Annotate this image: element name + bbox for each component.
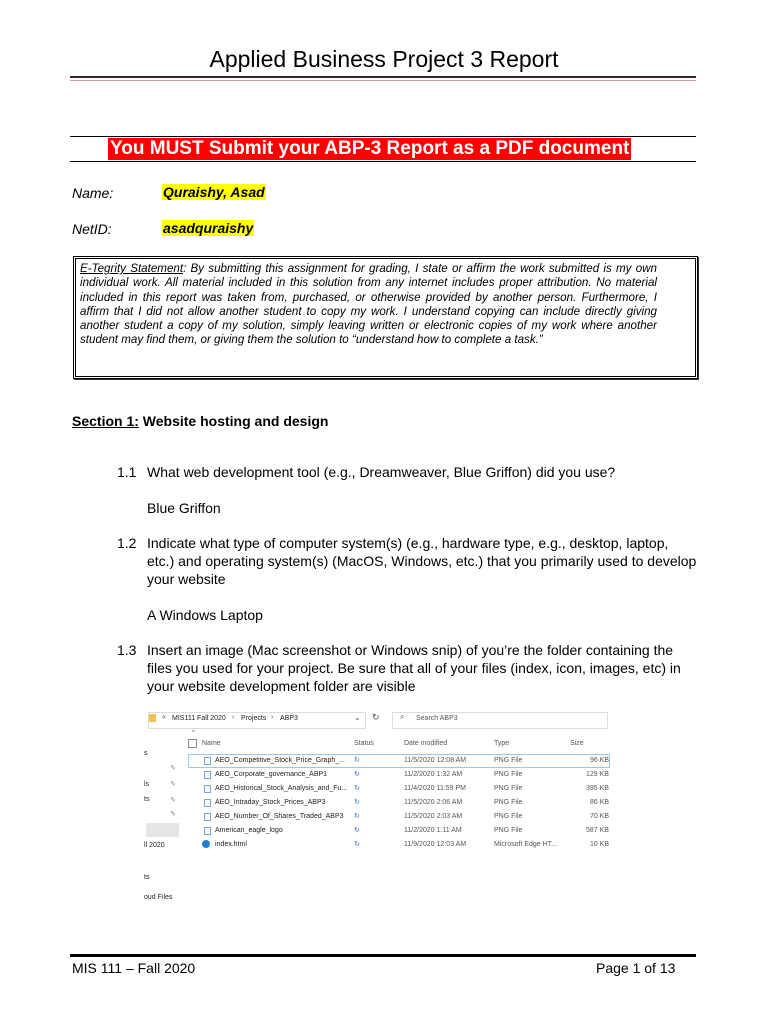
breadcrumb-item[interactable]: ABP3 <box>280 715 298 722</box>
question-number: 1.3 <box>117 642 137 658</box>
select-all-checkbox[interactable] <box>188 739 197 748</box>
nav-pane-item[interactable]: s <box>144 750 148 757</box>
netid-label: NetID: <box>72 221 112 237</box>
column-header-type[interactable]: Type <box>494 740 510 747</box>
sync-icon: ↻ <box>354 757 360 764</box>
file-date: 11/9/2020 12:03 AM <box>404 841 467 848</box>
title-rule-shadow <box>70 80 696 81</box>
search-placeholder: Search ABP3 <box>416 715 458 722</box>
file-size: 587 KB <box>586 827 609 834</box>
page-title: Applied Business Project 3 Report <box>209 46 559 72</box>
pin-icon: ✎ <box>170 765 176 772</box>
breadcrumb-item[interactable]: Projects <box>241 715 267 722</box>
name-label: Name: <box>72 185 114 201</box>
pin-icon: ✎ <box>170 797 176 804</box>
nav-pane-item[interactable]: ts <box>144 874 150 881</box>
sync-icon: ↻ <box>354 799 360 806</box>
file-type: PNG File <box>494 757 523 764</box>
sync-icon: ↻ <box>354 841 360 848</box>
pin-icon: ✎ <box>170 811 176 818</box>
footer-course: MIS 111 – Fall 2020 <box>72 960 196 976</box>
sync-icon: ↻ <box>354 827 360 834</box>
image-file-icon <box>204 785 211 793</box>
nav-pane-item[interactable]: ls <box>144 781 150 788</box>
file-date: 11/2/2020 1:11 AM <box>404 827 462 834</box>
section-title: Website hosting and design <box>138 413 329 429</box>
column-header-status[interactable]: Status <box>354 740 374 747</box>
file-explorer-screenshot <box>140 706 612 916</box>
footer-rule <box>70 954 696 957</box>
question-text: What web development tool (e.g., Dreamweaver, Blue Griffon) did you use? <box>147 464 616 480</box>
column-header-name[interactable]: Name <box>202 740 221 747</box>
breadcrumb-item[interactable]: MIS111 Fall 2020 <box>172 715 226 722</box>
sort-indicator-icon: ^ <box>192 730 195 736</box>
breadcrumb-separator: › <box>232 714 235 721</box>
sync-icon: ↻ <box>354 771 360 778</box>
file-type: PNG File <box>494 827 523 834</box>
name-value: Quraishy, Asad <box>163 184 265 200</box>
refresh-icon[interactable]: ↻ <box>372 712 380 722</box>
image-file-icon <box>204 799 211 807</box>
image-file-icon <box>204 771 211 779</box>
pin-icon: ✎ <box>170 781 176 788</box>
breadcrumb-separator: › <box>271 714 274 721</box>
question-answer: A Windows Laptop <box>147 607 263 623</box>
section-heading <box>72 413 328 429</box>
netid-value: asadquraishy <box>163 220 254 236</box>
image-file-icon <box>204 813 211 821</box>
section-number: Section 1: <box>72 413 139 429</box>
file-date: 11/2/2020 1:32 AM <box>404 771 463 778</box>
nav-pane-item[interactable]: oud Files <box>144 894 173 901</box>
column-header-size[interactable]: Size <box>570 740 584 747</box>
file-name[interactable]: index.html <box>215 841 247 848</box>
question-number: 1.1 <box>117 464 137 480</box>
file-name[interactable]: AEO_Intraday_Stock_Prices_ABP3 <box>215 799 326 806</box>
breadcrumb-overflow[interactable]: « <box>162 714 166 721</box>
etegrity-statement <box>80 262 657 348</box>
question-number: 1.2 <box>117 535 137 551</box>
file-name[interactable]: AEO_Corporate_governance_ABP1 <box>215 771 328 778</box>
file-size: 395 KB <box>586 785 609 792</box>
footer-page-number: Page 1 of 13 <box>596 960 676 976</box>
image-file-icon <box>204 757 211 765</box>
nav-pane-selected-item[interactable] <box>146 823 179 837</box>
title-rule <box>70 76 696 78</box>
file-type: PNG File <box>494 813 523 820</box>
file-name[interactable]: AEO_Number_Of_Shares_Traded_ABP3 <box>215 813 344 820</box>
file-size: 129 KB <box>586 771 609 778</box>
chevron-down-icon[interactable]: ⌄ <box>354 713 361 722</box>
file-date: 11/4/2020 11:59 PM <box>404 785 467 792</box>
file-size: 96 KB <box>590 757 610 764</box>
etegrity-heading: E-Tegrity Statement <box>80 262 184 275</box>
file-type: PNG File <box>494 799 523 806</box>
file-size: 86 KB <box>590 799 610 806</box>
file-date: 11/5/2020 12:08 AM <box>404 757 467 764</box>
search-icon: ⌕ <box>400 712 405 721</box>
file-date: 11/5/2020 2:06 AM <box>404 799 463 806</box>
file-type: PNG File <box>494 771 523 778</box>
pdf-warning-banner: You MUST Submit your ABP-3 Report as a PDF document <box>110 138 630 159</box>
file-name[interactable]: American_eagle_logo <box>215 827 283 834</box>
file-size: 70 KB <box>590 813 610 820</box>
question-text: Indicate what type of computer system(s) (e.g., hardware type, e.g., desktop, laptop, etc.) and operating system(s) (MacOS, Windows, etc.) that you primarily used to develop your website <box>147 535 697 587</box>
file-name[interactable]: AEO_Historical_Stock_Analysis_and_Fu... <box>215 785 348 792</box>
file-type: Microsoft Edge HT... <box>494 841 558 848</box>
column-header-date[interactable]: Date modified <box>404 740 448 747</box>
file-date: 11/5/2020 2:03 AM <box>404 813 463 820</box>
sync-icon: ↻ <box>354 813 360 820</box>
file-name[interactable]: AEO_Competitive_Stock_Price_Graph_... <box>215 757 345 764</box>
nav-pane-item[interactable]: ll 2020 <box>144 842 165 849</box>
question-text: Insert an image (Mac screenshot or Windows snip) of you’re the folder containing the files you used for your project. Be sure that all of your files (index, icon, images, etc) in your website development folder are visible <box>147 642 681 694</box>
folder-icon <box>149 714 156 722</box>
etegrity-body: : By submitting this assignment for grading, I state or affirm the work submitted is my own individual work. All material included in this solution from any internet includes proper attribution. No material included in this report was taken from, purchased, or otherwise provided by another person. Furthermore, I affirm that I did not allow another student to copy my work. I understand copying can include directly giving another student a copy of my solution, simply leaving written or electronic copies of my work where another student may find them, or giving them the solution to “understand how to complete a task.” <box>80 262 657 347</box>
question-answer: Blue Griffon <box>147 500 221 516</box>
file-size: 10 KB <box>590 841 610 848</box>
edge-browser-icon <box>202 840 210 848</box>
nav-pane-item[interactable]: ts <box>144 796 150 803</box>
banner-rule-bottom <box>70 161 696 162</box>
banner-rule-top <box>70 136 696 137</box>
sync-icon: ↻ <box>354 785 360 792</box>
file-type: PNG File <box>494 785 523 792</box>
image-file-icon <box>204 827 211 835</box>
